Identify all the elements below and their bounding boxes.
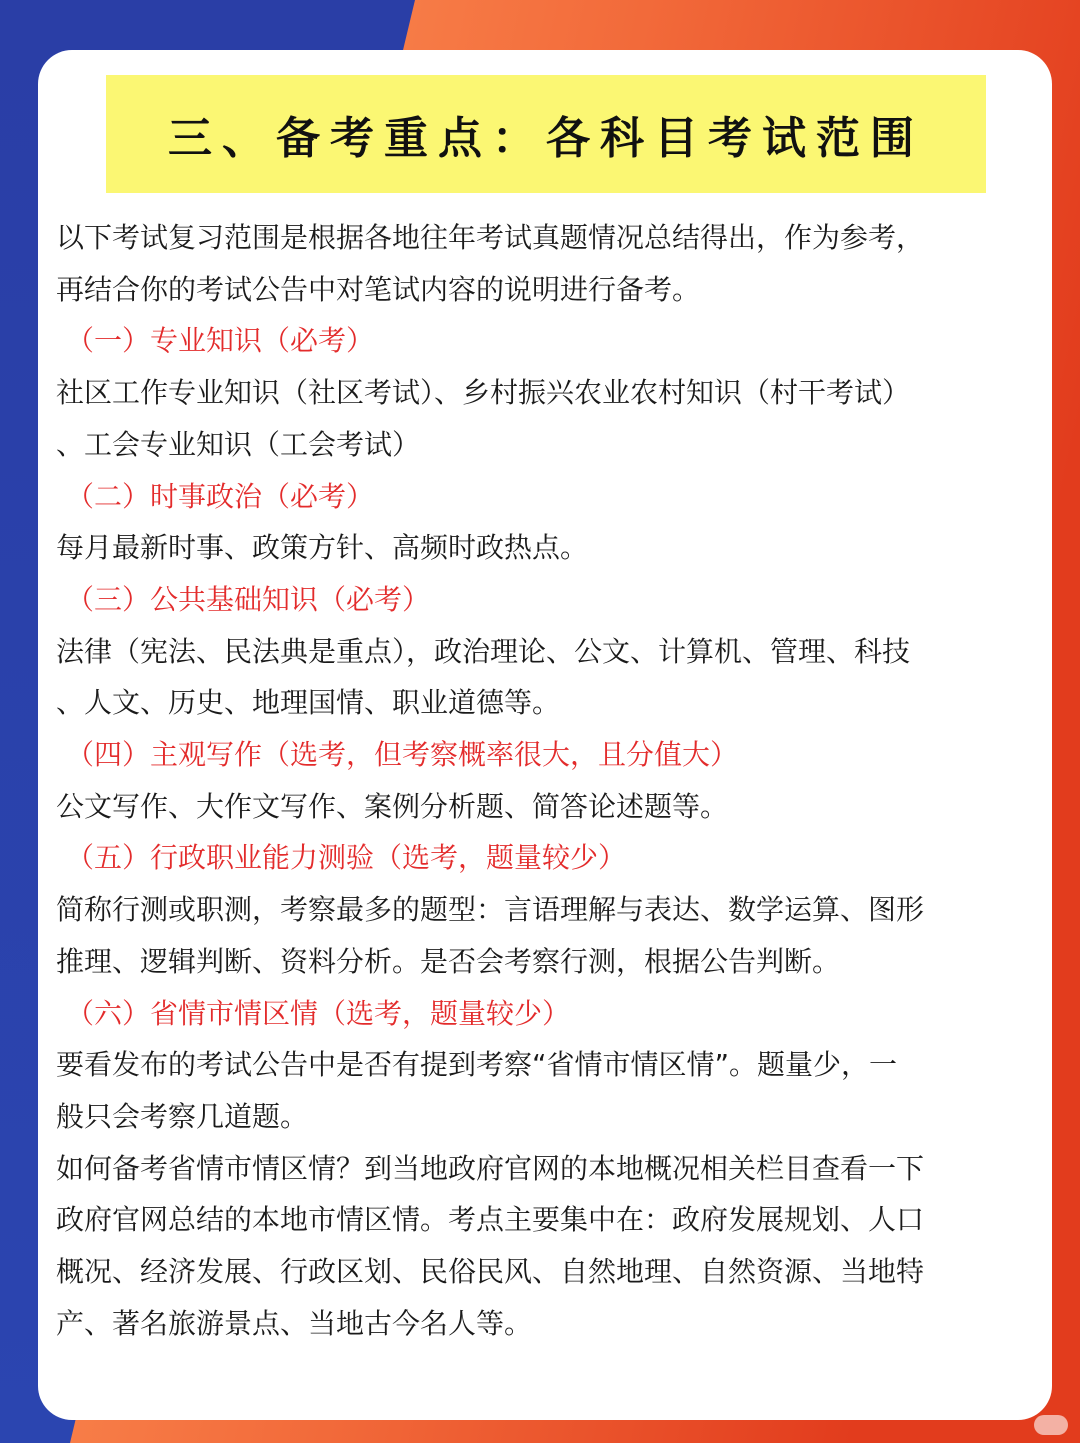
section-6-line: 要看发布的考试公告中是否有提到考察“省情市情区情”。题量少，一	[56, 1048, 898, 1082]
section-5-line: 推理、逻辑判断、资料分析。是否会考察行测，根据公告判断。	[56, 944, 841, 978]
section-1-line: 社区工作专业知识（社区考试）、乡村振兴农业农村知识（村干考试）	[56, 376, 911, 410]
section-6-line: 产、著名旅游景点、当地古今名人等。	[56, 1306, 533, 1340]
section-heading-5: （五）行政职业能力测验（选考，题量较少）	[66, 841, 627, 875]
watermark-badge	[1034, 1415, 1068, 1435]
section-heading-2: （二）时事政治（必考）	[66, 479, 375, 513]
section-2-line: 每月最新时事、政策方针、高频时政热点。	[56, 531, 589, 565]
section-6-line: 般只会考察几道题。	[56, 1099, 309, 1133]
intro-line: 再结合你的考试公告中对笔试内容的说明进行备考。	[56, 272, 701, 306]
page-title: 三、备考重点：各科目考试范围	[168, 113, 924, 164]
section-1-line: 、工会专业知识（工会考试）	[56, 427, 421, 461]
title-banner	[106, 75, 986, 193]
section-heading-6: （六）省情市情区情（选考，题量较少）	[66, 996, 571, 1030]
intro-line: 以下考试复习范围是根据各地往年考试真题情况总结得出，作为参考，	[56, 221, 925, 254]
section-5-line: 简称行测或职测，考察最多的题型：言语理解与表达、数学运算、图形	[56, 893, 925, 927]
section-3-line: 、人文、历史、地理国情、职业道德等。	[56, 686, 561, 720]
section-6-line: 政府官网总结的本地市情区情。考点主要集中在：政府发展规划、人口	[56, 1203, 925, 1237]
section-heading-3: （三）公共基础知识（必考）	[66, 582, 431, 616]
content-card	[38, 50, 1052, 1420]
section-3-line: 法律（宪法、民法典是重点），政治理论、公文、计算机、管理、科技	[56, 634, 911, 668]
section-6-line: 如何备考省情市情区情？到当地政府官网的本地概况相关栏目查看一下	[56, 1151, 925, 1185]
section-heading-4: （四）主观写作（选考，但考察概率很大，且分值大）	[66, 738, 739, 772]
section-4-line: 公文写作、大作文写作、案例分析题、简答论述题等。	[56, 789, 729, 823]
section-heading-1: （一）专业知识（必考）	[66, 324, 375, 358]
section-6-line: 概况、经济发展、行政区划、民俗民风、自然地理、自然资源、当地特	[56, 1255, 925, 1289]
document-body	[56, 212, 1036, 1349]
